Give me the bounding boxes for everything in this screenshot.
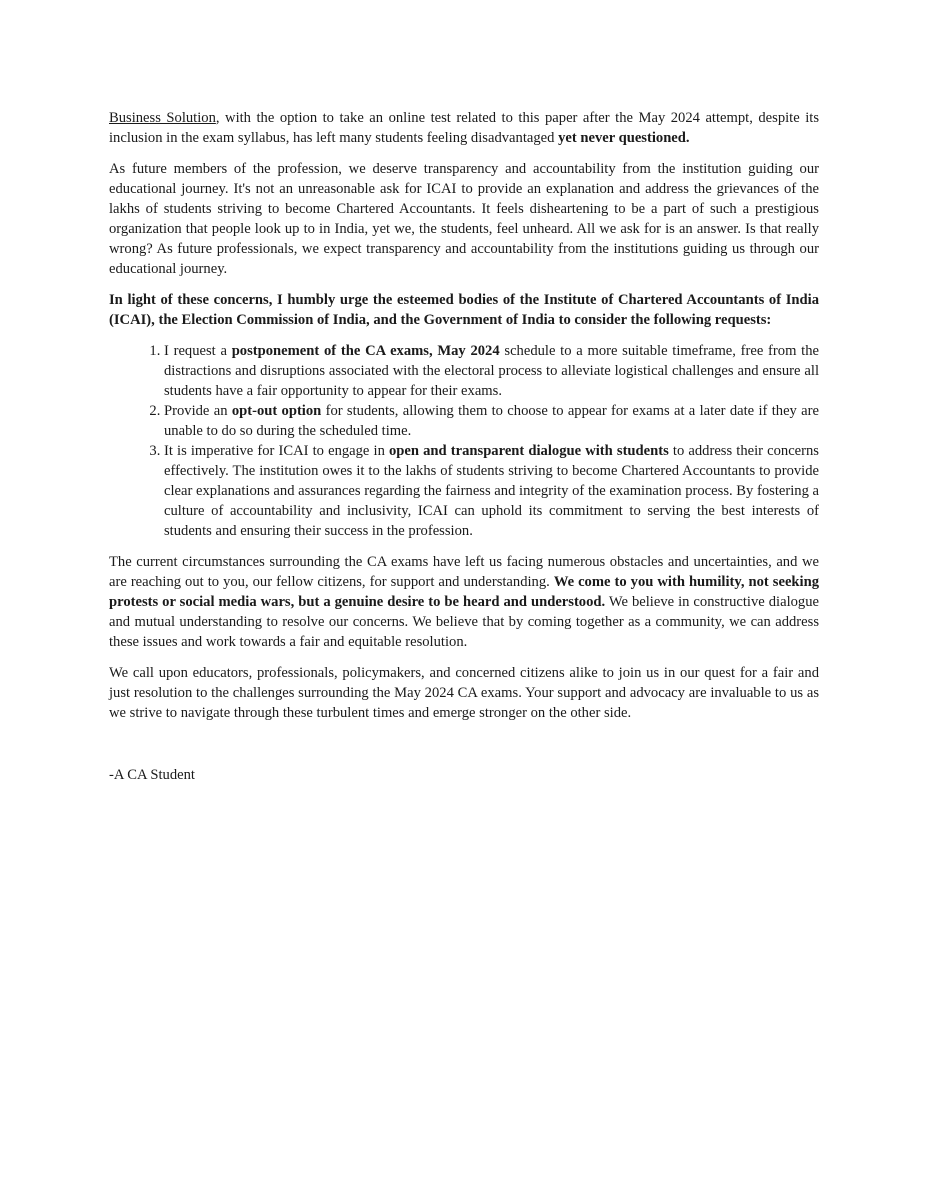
request-text: for students, allowing them to choose to appear for exams at a later date if they are unable to do so during the scheduled time. — [164, 403, 819, 439]
request-emphasis: opt-out option — [231, 403, 322, 419]
paragraph-transparency: As future members of the profession, we deserve transparency and accountability from the institution guiding our educational journey. It's not an unreasonable ask for ICAI to provide an explanation and address the grievances of the lakhs of students striving to become Chartered Accountants. It feels disheartening to be a part of such a prestigious organization that people look up to in India, yet we, the students, feel unheard. All we ask for is an answer. Is that really wrong? As future professionals, we expect transparency and accountability from the institutions guiding us through our educational journey. — [109, 161, 819, 277]
urge-heading-text: In light of these concerns, I humbly urge the esteemed bodies of the Institute of Chartered Accountants of India (ICAI), the Election Commission of India, and the Government of India to consider the following requests: — [109, 292, 819, 328]
request-emphasis: open and transparent dialogue with students — [389, 443, 669, 459]
request-text: It is imperative for ICAI to engage in — [164, 443, 389, 459]
request-text: I request a — [164, 343, 232, 359]
request-text: Provide an — [164, 403, 232, 419]
paragraph-business-solution — [109, 108, 819, 148]
requests-list — [109, 341, 819, 541]
request-emphasis: postponement of the CA exams, May 2024 — [231, 343, 500, 359]
paragraph-circumstances — [109, 552, 819, 652]
paragraph-text: We believe in constructive dialogue and mutual understanding to resolve our concerns. We believe that by coming together as a community, we can address these issues and work towards a fair and equitable resolution. — [109, 594, 819, 650]
request-item-dialogue — [164, 441, 819, 541]
emphasis-text: yet never questioned. — [558, 130, 690, 146]
paragraph-call-to-action: We call upon educators, professionals, policymakers, and concerned citizens alike to join us in our quest for a fair and just resolution to the challenges surrounding the May 2024 CA exams. Your support and advocacy are invaluable to us as we strive to navigate through these turbulent times and emerge stronger on the other side. — [109, 665, 819, 721]
request-item-opt-out — [164, 401, 819, 441]
signature: -A CA Student — [109, 767, 195, 783]
paragraph-text: The current circumstances surrounding the CA exams have left us facing numerous obstacles and uncertainties, and we are reaching out to you, our fellow citizens, for support and understanding. — [109, 554, 819, 590]
paragraph-text: , with the option to take an online test related to this paper after the May 2024 attempt, despite its inclusion in the exam syllabus, has left many students feeling disadvantaged — [109, 110, 819, 146]
emphasis-text: We come to you with humility, not seeking protests or social media wars, but a genuine desire to be heard and understood. — [109, 574, 819, 610]
request-item-postponement — [164, 341, 819, 401]
request-text: to address their concerns effectively. The institution owes it to the lakhs of students striving to become Chartered Accountants to provide clear explanations and assurances regarding the fairness and integrity of the examination process. By fostering a culture of accountability and inclusivity, ICAI can uphold its commitment to serving the best interests of students and ensuring their success in the profession. — [164, 443, 819, 539]
paragraph-urge-heading — [109, 290, 819, 330]
underlined-subject: Business Solution — [109, 110, 216, 126]
request-text: schedule to a more suitable timeframe, free from the distractions and disruptions associated with the electoral process to alleviate logistical challenges and ensure all students have a fair opportunity to appear for their exams. — [164, 343, 819, 399]
letter-body — [109, 108, 819, 785]
